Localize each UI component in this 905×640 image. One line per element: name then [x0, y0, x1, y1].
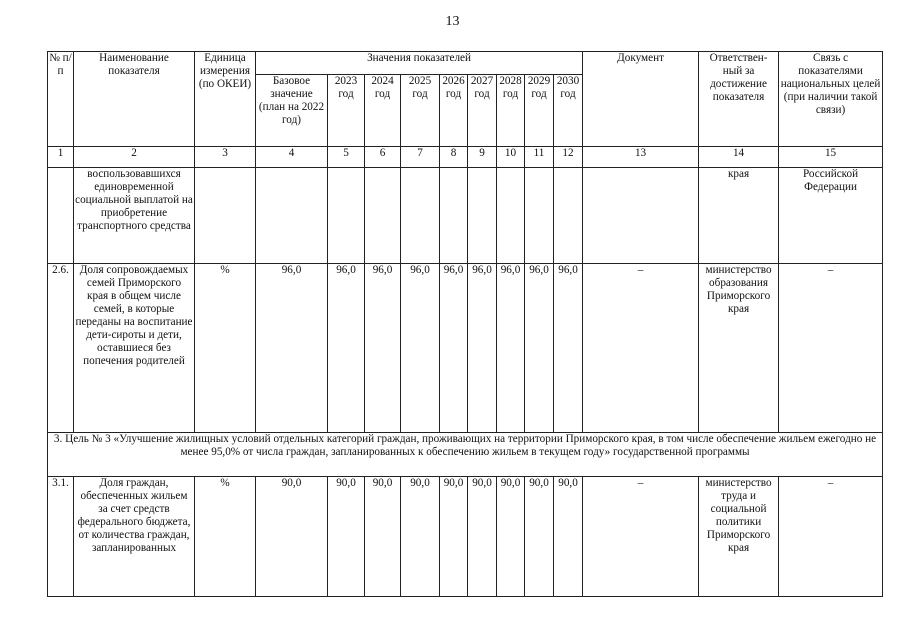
row-value: 96,0 [468, 264, 497, 433]
row-value: 90,0 [328, 477, 365, 597]
row-link: Российской Федерации [779, 168, 883, 264]
row-value: 96,0 [365, 264, 401, 433]
row-base [256, 168, 328, 264]
row-value: 90,0 [401, 477, 440, 597]
header-base: Базовое значение (план на 2022 год) [256, 75, 328, 147]
row-value: 90,0 [365, 477, 401, 597]
row-num: 2.6. [48, 264, 74, 433]
header-year: 2026 год [440, 75, 468, 147]
row-base: 90,0 [256, 477, 328, 597]
column-number: 9 [468, 147, 497, 168]
row-unit: % [195, 477, 256, 597]
column-number: 8 [440, 147, 468, 168]
row-value [525, 168, 554, 264]
indicators-table [47, 51, 883, 597]
column-number: 7 [401, 147, 440, 168]
header-year: 2023 год [328, 75, 365, 147]
row-name: Доля сопровождаемых семей Приморского края в общем числе семей, в которые переданы на воспитание дети-сироты и дети, оставшиеся без попечения родителей [74, 264, 195, 433]
row-value [497, 168, 525, 264]
column-number: 6 [365, 147, 401, 168]
header-year: 2027 год [468, 75, 497, 147]
header-year: 2025 год [401, 75, 440, 147]
row-num: 3.1. [48, 477, 74, 597]
header-name: Наименование показателя [74, 52, 195, 147]
row-value: 90,0 [497, 477, 525, 597]
goal-row [48, 433, 883, 477]
row-value [328, 168, 365, 264]
column-number: 11 [525, 147, 554, 168]
row-value [468, 168, 497, 264]
row-responsible: края [699, 168, 779, 264]
row-value: 96,0 [497, 264, 525, 433]
column-number: 5 [328, 147, 365, 168]
column-number: 12 [554, 147, 583, 168]
column-number: 14 [699, 147, 779, 168]
row-link: – [779, 477, 883, 597]
page-number: 13 [445, 14, 460, 29]
header-year: 2028 год [497, 75, 525, 147]
row-value [401, 168, 440, 264]
row-value: 96,0 [525, 264, 554, 433]
header-values: Значения показателей [256, 52, 583, 75]
header-year: 2029 год [525, 75, 554, 147]
row-value: 96,0 [440, 264, 468, 433]
column-number: 3 [195, 147, 256, 168]
row-document: – [583, 477, 699, 597]
row-unit [195, 168, 256, 264]
row-value: 90,0 [440, 477, 468, 597]
column-numbers-row [48, 147, 883, 168]
header-row-1 [48, 52, 883, 75]
row-value [440, 168, 468, 264]
row-link: – [779, 264, 883, 433]
header-year: 2024 год [365, 75, 401, 147]
row-value [365, 168, 401, 264]
row-document [583, 168, 699, 264]
row-name: воспользовавшихся единовременной социальной выплатой на приобретение транспортного средства [74, 168, 195, 264]
column-number: 10 [497, 147, 525, 168]
column-number: 2 [74, 147, 195, 168]
row-value: 96,0 [554, 264, 583, 433]
table-row [48, 264, 883, 433]
row-value: 96,0 [328, 264, 365, 433]
row-value: 90,0 [554, 477, 583, 597]
header-year: 2030 год [554, 75, 583, 147]
header-unit: Единица измерения (по ОКЕИ) [195, 52, 256, 147]
row-unit: % [195, 264, 256, 433]
row-value: 90,0 [468, 477, 497, 597]
table-row [48, 477, 883, 597]
header-link: Связь с показателями национальных целей (при наличии такой связи) [779, 52, 883, 147]
table-row [48, 168, 883, 264]
row-value: 96,0 [401, 264, 440, 433]
row-responsible: министерство образования Приморского края [699, 264, 779, 433]
header-num: № п/п [48, 52, 74, 147]
column-number: 4 [256, 147, 328, 168]
row-document: – [583, 264, 699, 433]
row-responsible: министерство труда и социальной политики Приморского края [699, 477, 779, 597]
row-name: Доля граждан, обеспеченных жильем за счет средств федерального бюджета, от количества граждан, запланированных [74, 477, 195, 597]
column-number: 13 [583, 147, 699, 168]
row-value [554, 168, 583, 264]
row-base: 96,0 [256, 264, 328, 433]
goal-text: 3. Цель № 3 «Улучшение жилищных условий отдельных категорий граждан, проживающих на территории Приморского края, в том числе обеспечение жильем ежегодно не менее 95,0% от числа граждан, запланированных к обеспечению жильем в текущем году» государственной программы [48, 433, 883, 477]
header-document: Документ [583, 52, 699, 147]
header-responsible: Ответствен-ный за достижение показателя [699, 52, 779, 147]
column-number: 15 [779, 147, 883, 168]
column-number: 1 [48, 147, 74, 168]
row-value: 90,0 [525, 477, 554, 597]
row-num [48, 168, 74, 264]
